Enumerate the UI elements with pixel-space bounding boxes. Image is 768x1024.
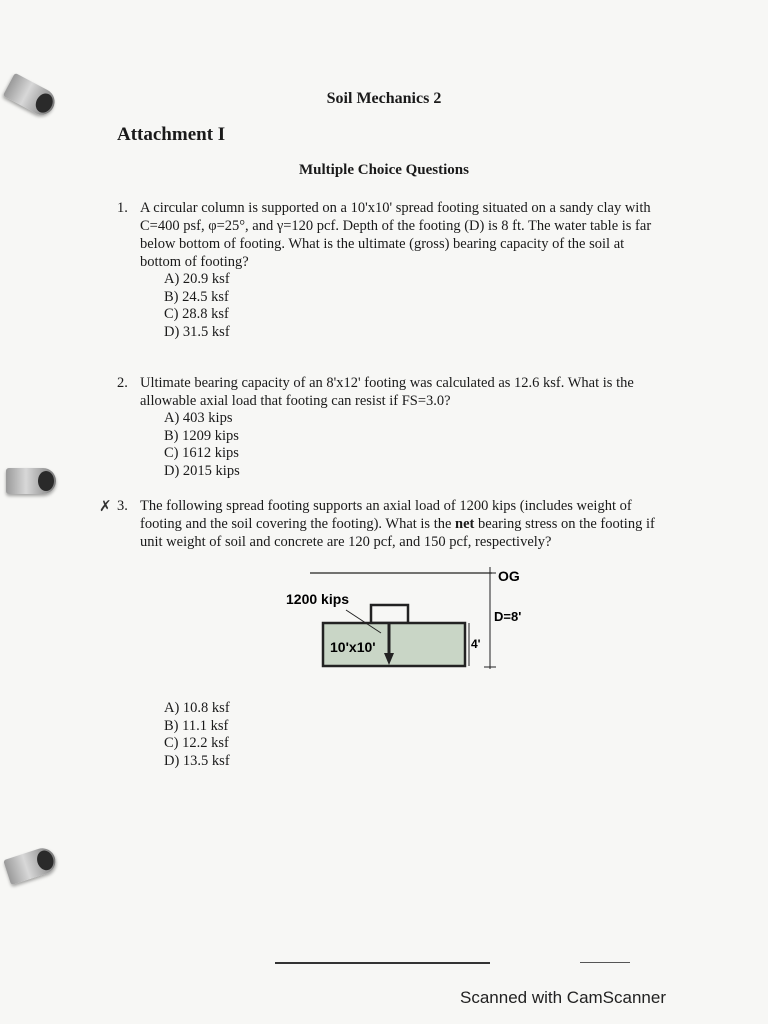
footer-divider bbox=[580, 962, 630, 963]
question-stem: A circular column is supported on a 10'x10' spread footing situated on a sandy clay with C=400 psf, φ=25°, and γ=120 pcf. Depth of the footing (D) is 8 ft. The water table is far below bottom of footing. What is the ultimate (gross) bearing capacity of the soil at bottom of footing? bbox=[140, 200, 652, 270]
question-3-options bbox=[117, 700, 657, 770]
question-number: 1. bbox=[117, 200, 128, 216]
handwritten-mark: ✗ bbox=[99, 499, 112, 515]
load-label: 1200 kips bbox=[286, 591, 350, 607]
footer-divider bbox=[275, 962, 490, 964]
binder-hole-middle bbox=[6, 468, 56, 494]
depth-label: D=8' bbox=[494, 609, 522, 624]
option-d: D) 31.5 ksf bbox=[164, 323, 230, 340]
option-b: B) 24.5 ksf bbox=[164, 288, 229, 305]
stem-text: bearing stress on the footing if unit weight of soil and concrete are 120 pcf, and 150 pcf, respectively? bbox=[140, 516, 655, 550]
question-number: 2. bbox=[117, 375, 128, 391]
scanner-watermark: Scanned with CamScanner bbox=[460, 988, 667, 1007]
option-b: B) 11.1 ksf bbox=[164, 717, 229, 734]
question-1 bbox=[117, 199, 657, 341]
document-title: Soil Mechanics 2 bbox=[326, 90, 442, 107]
option-c: C) 28.8 ksf bbox=[164, 306, 229, 322]
stem-emphasis: net bbox=[455, 516, 475, 532]
option-d: D) 13.5 ksf bbox=[164, 752, 230, 769]
option-a: A) 20.9 ksf bbox=[164, 271, 230, 287]
answer-options bbox=[164, 700, 657, 770]
question-3 bbox=[117, 497, 657, 551]
answer-options bbox=[164, 410, 657, 480]
option-d: D) 2015 kips bbox=[164, 462, 240, 479]
thickness-label: 4' bbox=[471, 637, 481, 651]
option-c: C) 12.2 ksf bbox=[164, 735, 229, 751]
column-pedestal bbox=[371, 605, 408, 623]
option-a: A) 403 kips bbox=[164, 410, 233, 426]
attachment-heading: Attachment I bbox=[117, 124, 226, 145]
stem-text: The following spread footing supports an axial load of 1200 kips (includes weight of footing and the soil covering the footing). What is the bbox=[140, 498, 632, 532]
ground-label: OG bbox=[498, 568, 520, 584]
question-number: 3. bbox=[117, 498, 128, 514]
footing-diagram bbox=[280, 565, 540, 675]
binder-hole-bottom bbox=[3, 845, 59, 885]
question-2 bbox=[117, 374, 657, 480]
option-b: B) 1209 kips bbox=[164, 427, 239, 444]
footing-size-label: 10'x10' bbox=[330, 639, 376, 655]
question-stem: Ultimate bearing capacity of an 8'x12' footing was calculated as 12.6 ksf. What is the allowable axial load that footing can resist if FS=3.0? bbox=[140, 375, 634, 409]
option-a: A) 10.8 ksf bbox=[164, 700, 230, 716]
question-stem bbox=[140, 497, 657, 551]
section-heading: Multiple Choice Questions bbox=[298, 162, 469, 178]
answer-options bbox=[164, 271, 657, 341]
option-c: C) 1612 kips bbox=[164, 445, 239, 461]
